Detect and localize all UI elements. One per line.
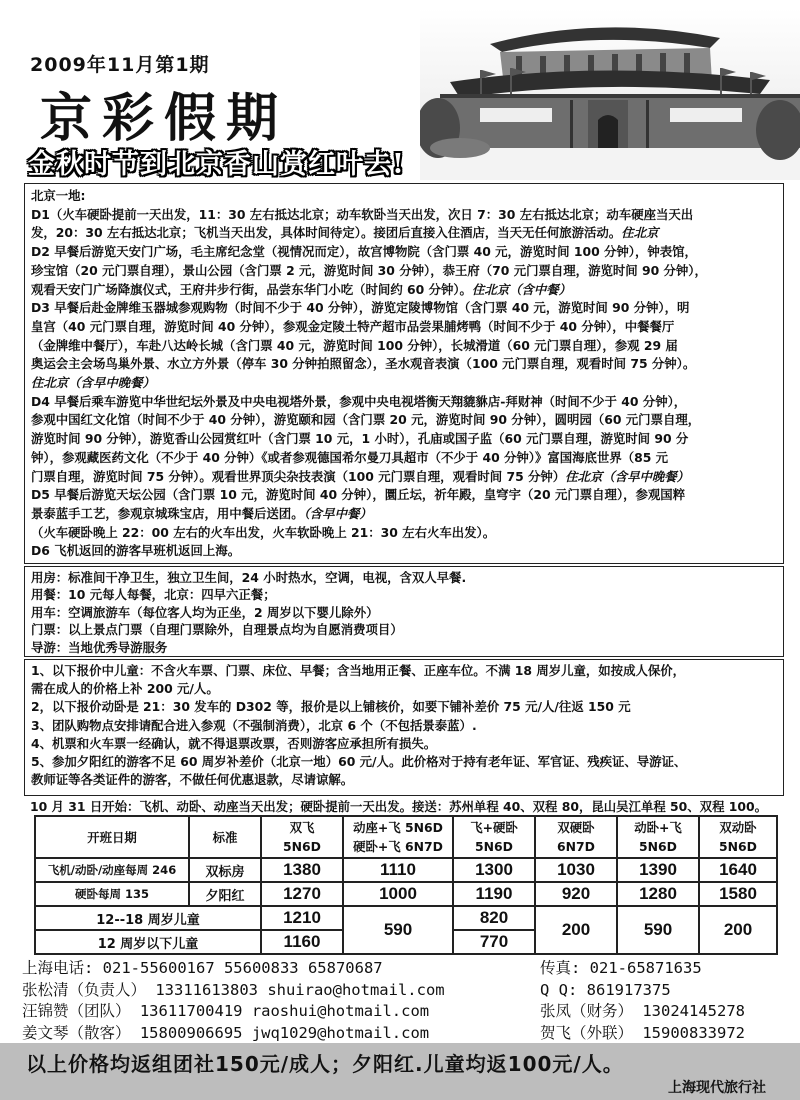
price-cell: 1000 bbox=[343, 882, 453, 906]
price-cell: 1110 bbox=[343, 858, 453, 882]
contact-individual: 姜文琴（散客） 15800906695 jwq1029@hotmail.com bbox=[22, 1023, 430, 1042]
header-col-5 bbox=[617, 816, 699, 858]
day-4-text-4: 钟），参观藏医药文化（不少于 40 分钟）《或者参观德国希尔曼刀具超市（不少于 40 分钟）》富国海底世界（85 元 bbox=[31, 449, 669, 465]
service-tickets: 门票：以上景点门票（自理门票除外，自理景点均为自愿消费项目） bbox=[31, 622, 403, 638]
day-2-stay: 住北京（含中餐） bbox=[471, 281, 572, 297]
day-2-text: D2 早餐后游览天安门广场，毛主席纪念堂（视情况而定），故宫博物院（含门票 40 元，游览时间 100 分钟），钟表馆， bbox=[31, 244, 697, 260]
header-col-6 bbox=[699, 816, 777, 858]
schedule-1: 飞机/动卧/动座每周 246 bbox=[35, 858, 189, 882]
day-3-text-4: 奥运会主会场鸟巢外景、水立方外景（停车 30 分钟拍照留念），圣水观音表演（100 元门票自理，观看时间 75 分钟）。 bbox=[31, 356, 696, 372]
day-4-text-3: 游览时间 90 分钟），游览香山公园赏红叶（含门票 10 元，1 小时），孔庙或国子监（60 元门票自理，游览时间 90 分 bbox=[31, 431, 689, 447]
contact-group: 汪锦赞（团队） 13611700419 raoshui@hotmail.com bbox=[22, 1002, 430, 1020]
price-cell: 1160 bbox=[261, 930, 343, 954]
agency-name: 上海现代旅行社 bbox=[668, 1080, 766, 1096]
day-3-text-2: 皇宫（40 元门票自理，游览时间 40 分钟），参观金定陵土特产超市品尝果脯烤鸭（时间不少于 40 分钟），中餐餐厅 bbox=[31, 318, 675, 334]
day-1-text-2: 发，20：30 左右抵达北京；飞机当天出发，具体时间待定）。接团后直接入住酒店，当天无任何旅游活动。 bbox=[31, 225, 622, 241]
contact-row bbox=[22, 980, 782, 1002]
price-cell: 1280 bbox=[617, 882, 699, 906]
price-cell: 770 bbox=[453, 930, 535, 954]
note-line: 4、机票和火车票一经确认，就不得退票改票，否则游客应承担所有损失。 bbox=[31, 735, 437, 751]
header-col-3 bbox=[453, 816, 535, 858]
table-header-row bbox=[35, 816, 777, 858]
price-cell: 200 bbox=[535, 906, 617, 954]
note-line: 3、团队购物点安排请配合进入参观（不强制消费），北京 6 个（不包括景泰蓝）. bbox=[31, 717, 477, 733]
day-1-text: D1（火车硬卧提前一天出发，11：30 左右抵达北京；动车软卧当天出发，次日 7：30 左右抵达北京；动车硬座当天出 bbox=[31, 206, 694, 222]
price-cell: 590 bbox=[617, 906, 699, 954]
standard-double-room: 双标房 bbox=[189, 858, 261, 882]
price-cell: 920 bbox=[535, 882, 617, 906]
day-2-text-2: 珍宝馆（20 元门票自理），景山公园（含门票 2 元，游览时间 30 分钟），恭王府（70 元门票自理，游览时间 90 分钟）， bbox=[31, 262, 707, 278]
contact-row bbox=[22, 1001, 782, 1023]
issue-date: 2009年11月第1期 bbox=[30, 54, 210, 76]
table-row bbox=[35, 858, 777, 882]
header-col-1 bbox=[261, 816, 343, 858]
header bbox=[0, 0, 800, 180]
phone-numbers: 上海电话: 021-55600167 55600833 65870687 bbox=[22, 959, 383, 977]
notes-box bbox=[24, 659, 784, 796]
note-line: 教师证等各类证件的游客，不做任何优惠退款，尽请谅解。 bbox=[31, 772, 354, 788]
note-line: 1、以下报价中儿童：不含火车票、门票、床位、早餐；含当地用正餐、正座车位。不满 18 周岁儿童，如按成人保价， bbox=[31, 663, 686, 678]
slogan: 金秋时节到北京香山赏红叶去! bbox=[28, 149, 405, 180]
price-cell: 1190 bbox=[453, 882, 535, 906]
day-3-text-3: （金牌维中餐厅），车赴八达岭长城（含门票 40 元，游览时间 100 分钟），长城滑道（60 元门票自理），参观 29 届 bbox=[31, 337, 678, 353]
header-col-3-line2: 5N6D bbox=[475, 839, 513, 854]
service-meals: 用餐：10 元每人每餐，北京：四早六正餐； bbox=[31, 587, 276, 603]
header-col-1-line2: 5N6D bbox=[283, 839, 321, 854]
day-5-line bbox=[31, 505, 777, 524]
header-col-4-line2: 6N7D bbox=[557, 839, 595, 854]
day-6-text: D6 飞机返回的游客早班机返回上海。 bbox=[31, 543, 241, 559]
price-cell: 1270 bbox=[261, 882, 343, 906]
header-standard: 标准 bbox=[189, 816, 261, 858]
day-1-stay: 住北京 bbox=[621, 225, 659, 241]
day-5-text-2: 景泰蓝手工艺，参观京城珠宝店，用中餐后送团。 bbox=[31, 505, 304, 521]
tiananmen-gate-image bbox=[420, 8, 800, 180]
schedule-2: 硬卧每周 135 bbox=[35, 882, 189, 906]
day-3-text: D3 早餐后赴金牌维玉器城参观购物（时间不少于 40 分钟），游览定陵博物馆（含门票 40 元，游览时间 90 分钟），明 bbox=[31, 300, 690, 316]
price-cell: 1640 bbox=[699, 858, 777, 882]
header-col-1-line1: 双飞 bbox=[289, 820, 315, 835]
price-table bbox=[34, 815, 778, 955]
header-col-4-line1: 双硬卧 bbox=[557, 820, 595, 835]
header-col-2-line2: 硬卧+飞 6N7D bbox=[353, 839, 443, 854]
price-cell: 1390 bbox=[617, 858, 699, 882]
price-cell: 1300 bbox=[453, 858, 535, 882]
header-col-6-line2: 5N6D bbox=[719, 839, 757, 854]
header-col-5-line1: 动卧+飞 bbox=[634, 820, 682, 835]
standard-senior: 夕阳红 bbox=[189, 882, 261, 906]
price-cell: 820 bbox=[453, 906, 535, 930]
price-cell: 590 bbox=[343, 906, 453, 954]
price-cell: 1380 bbox=[261, 858, 343, 882]
price-cell: 1030 bbox=[535, 858, 617, 882]
qq-number: Q Q: 861917375 bbox=[540, 980, 671, 999]
day-5-meals: （含早中餐） bbox=[303, 505, 372, 521]
day-4-stay: 住北京（含早中晚餐） bbox=[565, 468, 690, 484]
rebate-notice: 以上价格均返组团社150元/成人；夕阳红.儿童均返100元/人。 bbox=[26, 1052, 624, 1076]
price-cell: 1210 bbox=[261, 906, 343, 930]
price-intro: 10 月 31 日开始：飞机、动卧、动座当天出发；硬卧提前一天出发。接送：苏州单程 40、双程 80，昆山吴江单程 50、双程 100。 bbox=[30, 799, 768, 814]
contacts bbox=[22, 958, 782, 1044]
header-col-5-line2: 5N6D bbox=[639, 839, 677, 854]
contact-external: 贺飞（外联） 15900833972 bbox=[540, 1023, 745, 1042]
contact-row bbox=[22, 958, 782, 980]
fax-number: 传真: 021-65871635 bbox=[540, 959, 702, 977]
day-5-note: （火车硬卧晚上 22：00 左右的火车出发，火车软卧晚上 21：30 左右火车出发）。 bbox=[31, 524, 496, 540]
itinerary-title: 北京一地: bbox=[31, 188, 86, 203]
day-4-text: D4 早餐后乘车游览中华世纪坛外景及中央电视塔外景，参观中央电视塔衡天翔貔貅店-拜财神（时间不少于 40 分钟）， bbox=[31, 393, 687, 409]
contact-manager: 张松清（负责人） 13311613803 shuirao@hotmail.com bbox=[22, 980, 445, 999]
header-col-2 bbox=[343, 816, 453, 858]
service-guide: 导游：当地优秀导游服务 bbox=[31, 639, 168, 655]
contact-row bbox=[22, 1023, 782, 1045]
note-line: 5、参加夕阳红的游客不足 60 周岁补差价（北京一地）60 元/人。此价格对于持有老年证、军官证、残疾证、导游证、 bbox=[31, 754, 687, 770]
table-row bbox=[35, 882, 777, 906]
day-4-line bbox=[31, 468, 777, 487]
child-under-12-label: 12 周岁以下儿童 bbox=[35, 930, 261, 954]
price-cell: 200 bbox=[699, 906, 777, 954]
service-lodging: 用房：标准间干净卫生，独立卫生间，24 小时热水，空调，电视，含双人早餐. bbox=[31, 570, 467, 585]
day-4-text-5: 门票自理，游览时间 75 分钟）。观看世界顶尖杂技表演（100 元门票自理，观看时间 75 分钟） bbox=[31, 468, 566, 484]
brand-title: 京彩假期 bbox=[40, 88, 289, 149]
header-col-4 bbox=[535, 816, 617, 858]
note-line: 2，以下报价动卧是 21：30 发车的 D302 等，报价是以上铺核价，如要下铺补差价 75 元/人/往返 150 元 bbox=[31, 699, 631, 715]
day-3-stay: 住北京（含早中晚餐） bbox=[31, 375, 155, 391]
services-box bbox=[24, 566, 784, 657]
header-col-3-line1: 飞+硬卧 bbox=[470, 820, 518, 835]
itinerary-box bbox=[24, 183, 784, 564]
price-cell: 1580 bbox=[699, 882, 777, 906]
child-12-18-label: 12--18 周岁儿童 bbox=[35, 906, 261, 930]
header-col-2-line1: 动座+飞 5N6D bbox=[353, 820, 443, 835]
day-5-text: D5 早餐后游览天坛公园（含门票 10 元，游览时间 40 分钟），圜丘坛，祈年殿，皇穹宇（20 元门票自理），参观国粹 bbox=[31, 487, 686, 503]
table-row bbox=[35, 906, 777, 930]
header-date: 开班日期 bbox=[35, 816, 189, 858]
note-line: 需在成人的价格上补 200 元/人。 bbox=[31, 681, 219, 697]
day-2-text-3: 观看天安门广场降旗仪式，王府井步行街，品尝东华门小吃（时间约 60 分钟）。 bbox=[31, 281, 472, 297]
service-transport: 用车：空调旅游车（每位客人均为正坐，2 周岁以下婴儿除外） bbox=[31, 604, 379, 620]
day-4-text-2: 参观中国红文化馆（时间不少于 40 分钟），游览颐和园（含门票 20 元，游览时间 90 分钟），圆明园（60 元门票自理， bbox=[31, 412, 701, 428]
day-1-line bbox=[31, 224, 777, 243]
day-2-line bbox=[31, 281, 777, 300]
header-col-6-line1: 双动卧 bbox=[719, 820, 757, 835]
footer bbox=[0, 1043, 800, 1100]
contact-finance: 张凤（财务） 13024145278 bbox=[540, 1002, 745, 1020]
